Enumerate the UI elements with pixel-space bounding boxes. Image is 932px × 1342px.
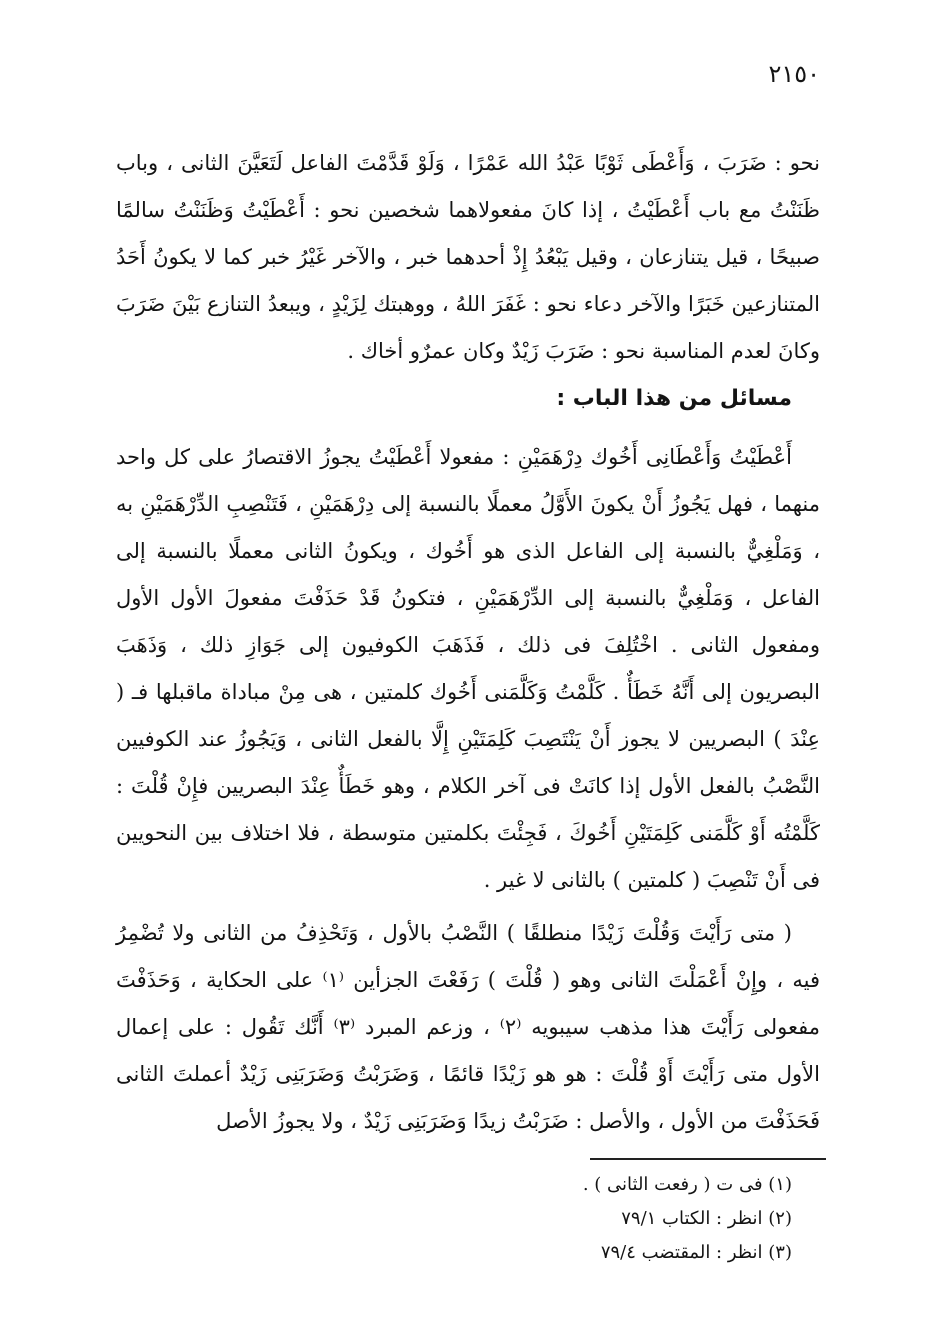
footnote-1: (١) فى ت ( رفعت الثانى ) . <box>582 1174 792 1195</box>
paragraph-issue-two <box>116 910 820 1145</box>
footnote-2: (٢) انظر : الكتاب ٧٩/١ <box>621 1208 792 1229</box>
section-heading: مسائل من هذا الباب : <box>556 386 792 411</box>
footnote-3: (٣) انظر : المقتضب ٧٩/٤ <box>600 1242 792 1263</box>
page-number: ٢١٥٠ <box>768 60 820 88</box>
footnotes <box>583 1168 792 1270</box>
paragraph-issue-one <box>116 434 820 904</box>
footnote-divider <box>590 1158 826 1160</box>
paragraph-issue-two-text: ( متى رَأَيْتَ وَقُلْتَ زَيْدًا منطلقًا ) النَّصْبُ بالأول ، وَتَحْذِفُ من الثانى ولا تُضْمِرُ فيه ، وإِنْ أَعْمَلْتَ الثانى وهو ( قُلْتَ ) رَفَعْتَ الجزأين ⁽١⁾ على الحكاية ، وَحَذَفْتَ مفعولى رَأَيْتَ هذا مذهب سيبويه ⁽٢⁾ ، وزعم المبرد ⁽٣⁾ أَنَّك تَقُول : على إعمال الأول متى رَأَيْتَ أَوْ قُلْتَ : هو هو زَيْدًا قائمًا ، وَضَرَبْتُ وَضَرَبَنِى زَيْدٌ أعملتَ الثانى فَحَذَفْتَ من الأول ، والأصل : ضَرَبْتُ زيدًا وَضَرَبَنِى زَيْدٌ ، ولا يجوزُ الأصل <box>116 921 820 1133</box>
paragraph-intro <box>116 140 820 375</box>
paragraph-issue-one-text: أَعْطَيْتُ وَأَعْطَانِى أَخُوك دِرْهَمَيْنِ : مفعولا أَعْطَيْتُ يجوزُ الاقتصارُ على كل واحد منهما ، فهل يَجُوزُ أَنْ يكونَ الأَوَّلُ معملًا بالنسبة إلى دِرْهَمَيْنِ ، فَتَنْصِبِ الدِّرْهَمَيْنِ به ، وَمَلْغِيٌّ بالنسبة إلى الفاعل الذى هو أَخُوك ، ويكونُ الثانى معملًا بالنسبة إلى الفاعل ، وَمَلْغِيٌّ بالنسبة إلى الدِّرْهَمَيْنِ ، فتكونُ قَدْ حَذَفْتَ مفعولَ الأول الأول ومفعول الثانى . اخْتُلِفَ فى ذلك ، فَذَهَبَ الكوفيون إلى جَوَازِ ذلك ، وَذَهَبَ البصريون إلى أَنَّهُ خَطَأٌ . كَلَّمْتُ وَكَلَّمَنى أَخُوك كلمتين ، هى مِنْ مباداة ماقبلها فـ ( عِنْدَ ) البصريين لا يجوز أَنْ يَنْتَصِبَ كَلِمَتَيْنِ إِلَّا بالفعل الثانى ، وَيَجُوزُ عند الكوفيين النَّصْبُ بالفعل الأول إذا كانَتْ فى آخر الكلام ، وهو خَطَأٌ عِنْدَ البصريين فإِنْ قُلْتَ : كَلَّمْتُه أَوْ كَلَّمَنى كَلِمَتَيْنِ أَخُوكَ ، فَجِئْتَ بكلمتين متوسطة ، فلا اختلاف بين النحويين فى أَنْ تَنْصِبَ ( كلمتين ) بالثانى لا غير . <box>116 445 820 892</box>
paragraph-intro-text: نحو : ضَرَبَ ، وَأَعْطَى ثَوْبًا عَبْدُ الله عَمْرًا ، وَلَوْ قَدَّمْتَ الفاعل لَتَعَيَّنَ الثانى ، وباب ظَنَنْتُ مع باب أَعْطَيْتُ ، إذا كانَ مفعولاهما شخصين نحو : أَعْطَيْتُ وَظَنَنْتُ سالمًا صبيحًا ، قيل يتنازعان ، وقيل يَبْعُدُ إِذْ أحدهما خبر ، والآخر غَيْرُ خبر كما لا يكونُ أَحَدُ المتنازعين خَبَرًا والآخر دعاء نحو : غَفَرَ اللهُ ، ووهبتك لِزَيْدٍ ، ويبعدُ التنازع بَيْنَ ضَرَبَ وكانَ لعدم المناسبة نحو : ضَرَبَ زَيْدٌ وكان عمرٌو أخاك . <box>116 151 821 363</box>
